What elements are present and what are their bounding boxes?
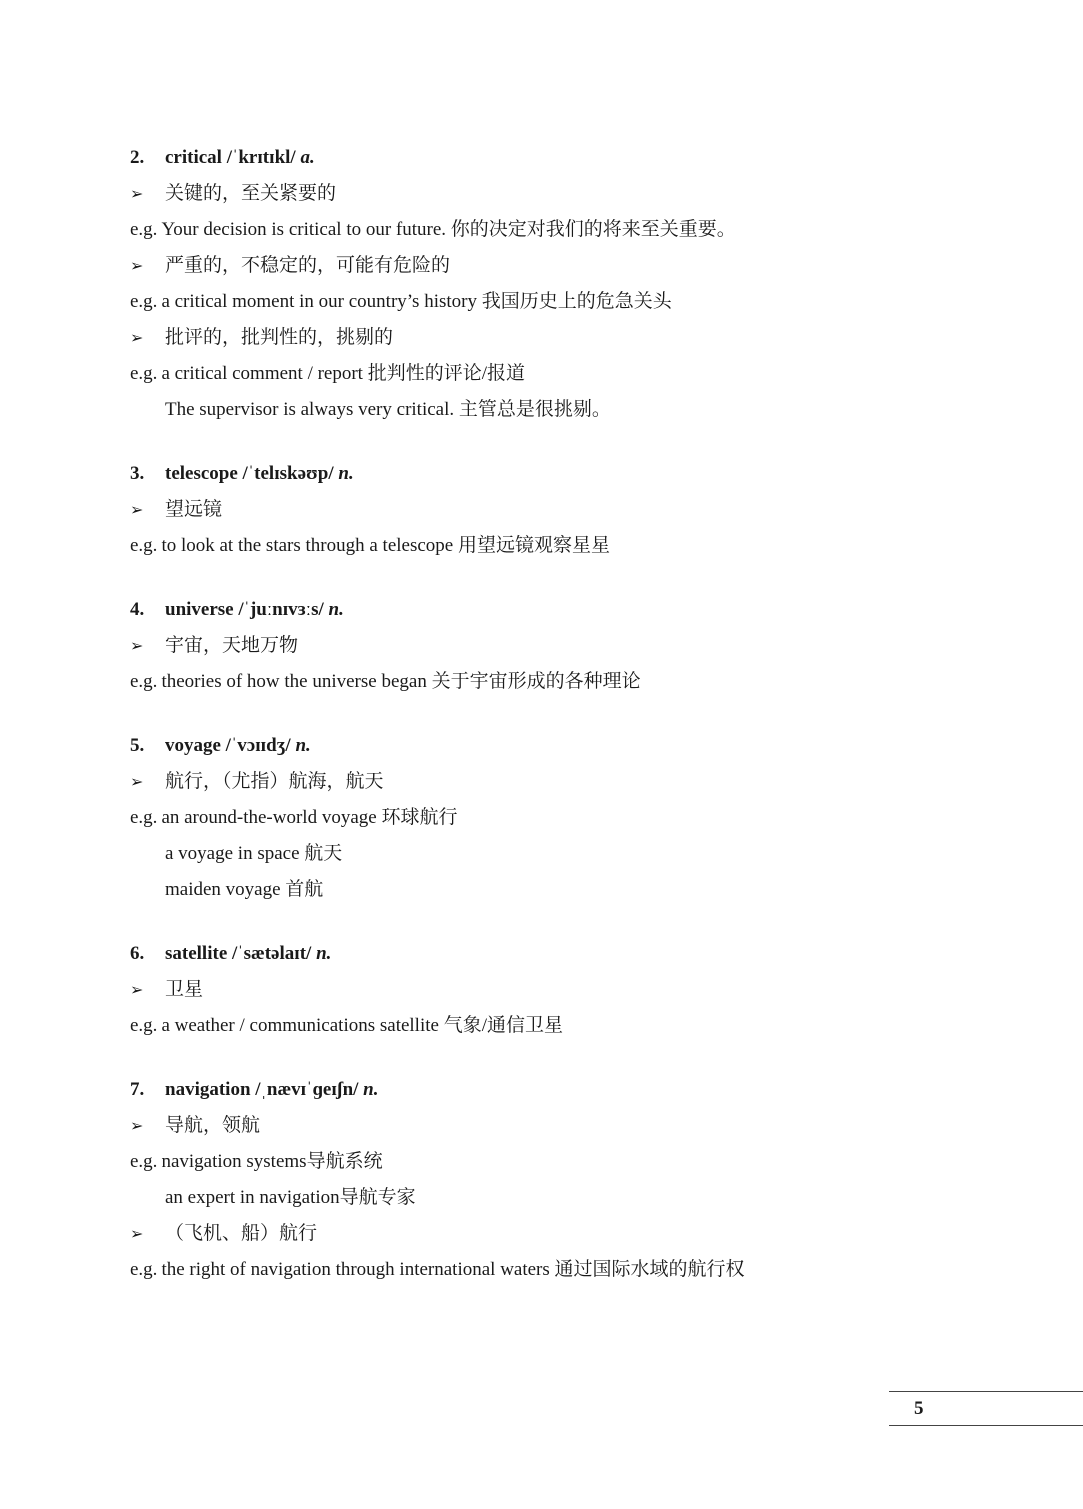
sense-line xyxy=(130,972,1030,1008)
arrow-bullet-icon: ➢ xyxy=(130,186,144,203)
example-text: a critical moment in our country’s history 我国历史上的危急关头 xyxy=(161,291,672,312)
example-line xyxy=(130,800,1030,836)
vocabulary-list xyxy=(130,140,1030,1316)
example-label: e.g. xyxy=(130,535,158,556)
sense-text: 望远镜 xyxy=(165,499,223,520)
headword-text: critical /ˈkrɪtɪkl/ xyxy=(165,147,296,168)
sense-line xyxy=(130,176,1030,212)
example-label: e.g. xyxy=(130,363,158,384)
example-continuation: an expert in navigation导航专家 xyxy=(165,1187,416,1208)
example-line xyxy=(130,356,1030,392)
footer-rule-bottom xyxy=(889,1425,1083,1426)
example-text: to look at the stars through a telescope 用望远镜观察星星 xyxy=(161,535,610,556)
entry-number: 4. xyxy=(130,599,145,620)
headword xyxy=(130,728,1030,764)
part-of-speech: n. xyxy=(363,1079,379,1100)
sense-line xyxy=(130,320,1030,356)
page-number: 5 xyxy=(914,1398,924,1419)
example-line xyxy=(130,284,1030,320)
headword xyxy=(130,140,1030,176)
example-line xyxy=(130,1008,1030,1044)
example-line xyxy=(130,528,1030,564)
arrow-bullet-icon: ➢ xyxy=(130,638,144,655)
entry-navigation xyxy=(130,1072,1030,1288)
arrow-bullet-icon: ➢ xyxy=(130,982,144,999)
example-text: a weather / communications satellite 气象/通信卫星 xyxy=(161,1015,563,1036)
footer-rule-top xyxy=(889,1391,1083,1392)
sense-line xyxy=(130,1216,1030,1252)
entry-critical xyxy=(130,140,1030,428)
sense-text: 批评的，批判性的，挑剔的 xyxy=(165,327,394,348)
sense-text: 航行，（尤指）航海，航天 xyxy=(165,771,384,792)
part-of-speech: n. xyxy=(295,735,311,756)
headword-text: telescope /ˈtelɪskəʊp/ xyxy=(165,463,334,484)
headword-text: universe /ˈjuːnɪvɜːs/ xyxy=(165,599,324,620)
example-label: e.g. xyxy=(130,807,158,828)
example-continuation: maiden voyage 首航 xyxy=(165,879,324,900)
part-of-speech: a. xyxy=(300,147,315,168)
part-of-speech: n. xyxy=(316,943,332,964)
sense-text: 关键的，至关紧要的 xyxy=(165,183,337,204)
arrow-bullet-icon: ➢ xyxy=(130,774,144,791)
example-text: theories of how the universe began 关于宇宙形成的各种理论 xyxy=(161,671,641,692)
arrow-bullet-icon: ➢ xyxy=(130,1226,144,1243)
sense-text: 导航，领航 xyxy=(165,1115,261,1136)
arrow-bullet-icon: ➢ xyxy=(130,1118,144,1135)
arrow-bullet-icon: ➢ xyxy=(130,258,144,275)
part-of-speech: n. xyxy=(328,599,344,620)
arrow-bullet-icon: ➢ xyxy=(130,502,144,519)
example-text: the right of navigation through international waters 通过国际水域的航行权 xyxy=(161,1259,745,1280)
example-continuation: a voyage in space 航天 xyxy=(165,843,343,864)
entry-voyage xyxy=(130,728,1030,908)
example-line xyxy=(130,212,1030,248)
example-label: e.g. xyxy=(130,671,158,692)
entry-number: 3. xyxy=(130,463,145,484)
sense-line xyxy=(130,492,1030,528)
example-line xyxy=(130,664,1030,700)
arrow-bullet-icon: ➢ xyxy=(130,330,144,347)
sense-line xyxy=(130,1108,1030,1144)
example-text: Your decision is critical to our future. 你的决定对我们的将来至关重要。 xyxy=(161,219,736,240)
example-line xyxy=(130,1252,1030,1288)
headword xyxy=(130,456,1030,492)
headword xyxy=(130,592,1030,628)
headword xyxy=(130,1072,1030,1108)
sense-text: 严重的，不稳定的，可能有危险的 xyxy=(165,255,451,276)
headword-text: voyage /ˈvɔɪɪdʒ/ xyxy=(165,735,291,756)
sense-line xyxy=(130,764,1030,800)
headword xyxy=(130,936,1030,972)
sense-line xyxy=(130,628,1030,664)
entry-telescope xyxy=(130,456,1030,564)
headword-text: navigation /ˌnævɪˈɡeɪʃn/ xyxy=(165,1079,359,1100)
example-text: navigation systems导航系统 xyxy=(161,1151,383,1172)
example-label: e.g. xyxy=(130,219,158,240)
example-text: a critical comment / report 批判性的评论/报道 xyxy=(161,363,525,384)
example-continuation: The supervisor is always very critical. 主管总是很挑剔。 xyxy=(165,399,611,420)
sense-text: 宇宙，天地万物 xyxy=(165,635,299,656)
example-label: e.g. xyxy=(130,1015,158,1036)
entry-universe xyxy=(130,592,1030,700)
part-of-speech: n. xyxy=(338,463,354,484)
sense-line xyxy=(130,248,1030,284)
entry-number: 5. xyxy=(130,735,145,756)
example-label: e.g. xyxy=(130,1151,158,1172)
example-text: an around-the-world voyage 环球航行 xyxy=(161,807,458,828)
example-label: e.g. xyxy=(130,291,158,312)
entry-number: 2. xyxy=(130,147,145,168)
headword-text: satellite /ˈsætəlaɪt/ xyxy=(165,943,312,964)
sense-text: （飞机、船）航行 xyxy=(165,1223,318,1244)
entry-satellite xyxy=(130,936,1030,1044)
example-line xyxy=(130,1144,1030,1180)
entry-number: 6. xyxy=(130,943,145,964)
sense-text: 卫星 xyxy=(165,979,204,1000)
example-label: e.g. xyxy=(130,1259,158,1280)
entry-number: 7. xyxy=(130,1079,145,1100)
